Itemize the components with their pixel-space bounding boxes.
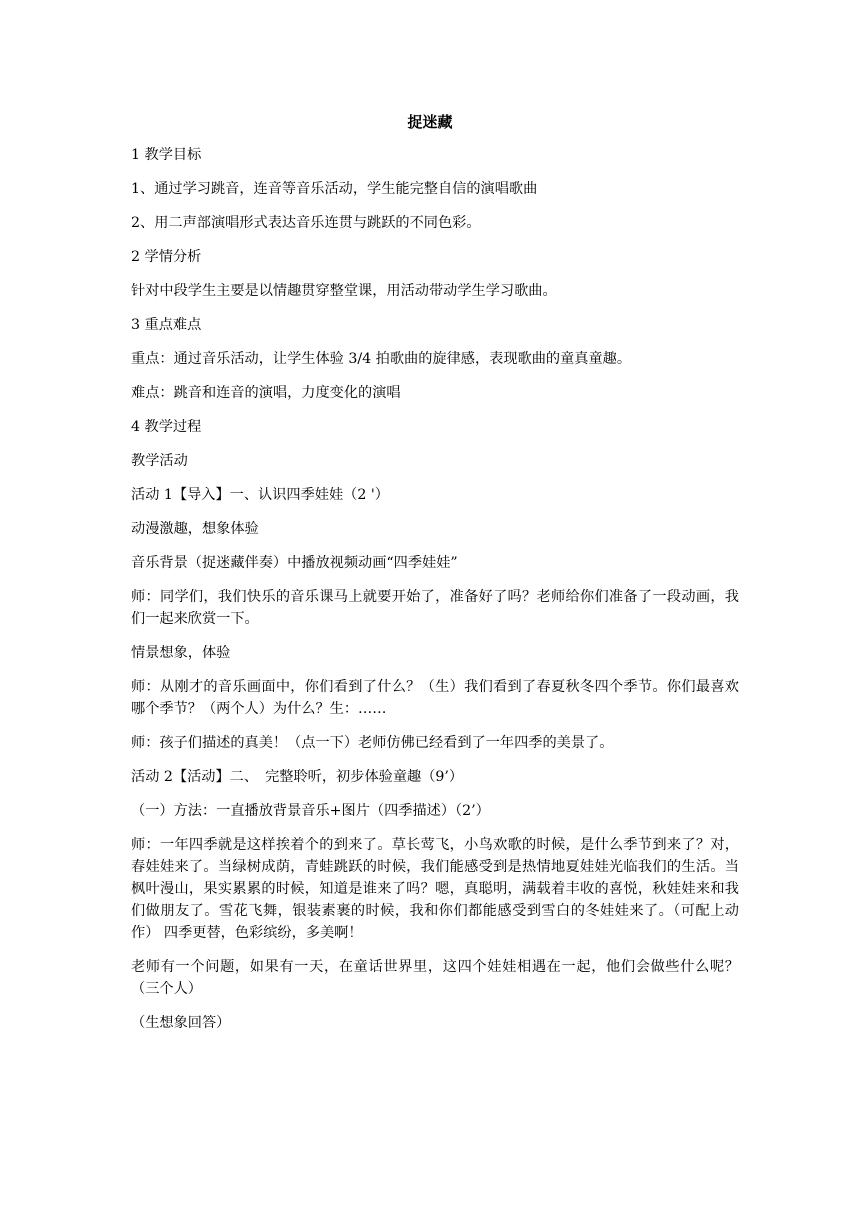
- student-response-note: （生想象回答）: [131, 1015, 231, 1031]
- section-heading-analysis: 2 学情分析: [131, 249, 202, 265]
- document-title: 捉迷藏: [407, 113, 453, 131]
- subheading-activities: 教学活动: [131, 453, 188, 469]
- section-heading-process: 4 教学过程: [131, 419, 202, 435]
- teacher-dialogue-1: 师：同学们，我们快乐的音乐课马上就要开始了，准备好了吗？老师给你们准备了一段动画，我们一起来欣赏一下。: [131, 589, 739, 627]
- activity-2-method: （一）方法：一直播放背景音乐+图片（四季描述）（2’）: [131, 803, 490, 819]
- objective-item-2: 2、用二声部演唱形式表达音乐连贯与跳跃的不同色彩。: [131, 215, 481, 231]
- key-point-focus: 重点：通过音乐活动，让学生体验 3/4 拍歌曲的旋律感，表现歌曲的童真童趣。: [131, 351, 632, 367]
- document-body: [131, 144, 739, 1046]
- activity-1-music: 音乐背景（捉迷藏伴奏）中播放视频动画“四季娃娃”: [131, 555, 458, 571]
- activity-1-heading: 活动 1【导入】一、认识四季娃娃（2 '）: [131, 487, 389, 503]
- section-heading-key-points: 3 重点难点: [131, 317, 202, 333]
- activity-1-step: 动漫激趣，想象体验: [131, 521, 259, 537]
- analysis-paragraph: 针对中段学生主要是以情趣贯穿整堂课，用活动带动学生学习歌曲。: [131, 283, 557, 299]
- section-heading-objectives: 1 教学目标: [131, 147, 202, 163]
- key-point-difficulty: 难点：跳音和连音的演唱，力度变化的演唱: [131, 385, 401, 401]
- activity-2-heading: 活动 2【活动】二、 完整聆听，初步体验童趣（9’）: [131, 769, 464, 785]
- teacher-question: 老师有一个问题，如果有一天，在童话世界里，这四个娃娃相遇在一起，他们会做些什么呢？（三个人）: [131, 959, 739, 997]
- activity-1-step-2: 情景想象，体验: [131, 645, 231, 661]
- teacher-dialogue-3: 师：孩子们描述的真美！（点一下）老师仿佛已经看到了一年四季的美景了。: [131, 735, 614, 751]
- teacher-dialogue-2: 师：从刚才的音乐画面中，你们看到了什么？（生）我们看到了春夏秋冬四个季节。你们最喜欢哪个季节？（两个人）为什么？生：……: [131, 679, 739, 717]
- objective-item-1: 1、通过学习跳音，连音等音乐活动，学生能完整自信的演唱歌曲: [131, 181, 538, 197]
- teacher-dialogue-4: 师：一年四季就是这样挨着个的到来了。草长莺飞，小鸟欢歌的时候，是什么季节到来了？对，春娃娃来了。当绿树成荫，青蛙跳跃的时候，我们能感受到是热情地夏娃娃光临我们的生活。当枫叶漫山，果实累累的时候，知道是谁来了吗？嗯，真聪明，满载着丰收的喜悦，秋娃娃来和我们做朋友了。雪花飞舞，银装素裹的时候，我和你们都能感受到雪白的冬娃娃来了。（可配上动作） 四季更替，色彩缤纷，多美啊！: [131, 837, 739, 941]
